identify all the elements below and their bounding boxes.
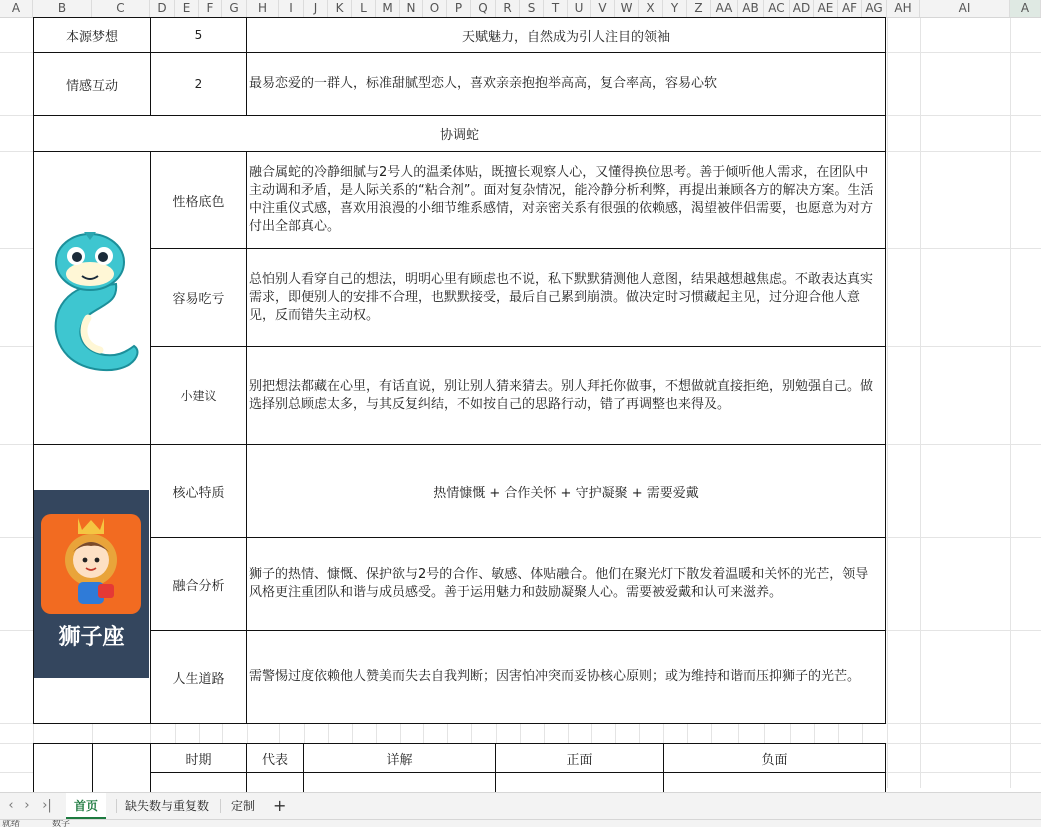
fusion-text: 狮子的热情、慷慨、保护欲与2号的合作、敏感、体贴融合。他们在聚光灯下散发着温暖和关怀的光芒，领导风格更注重团队和谐与成员感受。善于运用魅力和鼓励凝聚人心。需要被爱戴和认可来滋养。 <box>249 567 869 600</box>
leo-image <box>34 490 149 678</box>
cell-weakness-label[interactable] <box>150 248 247 347</box>
column-header-bar <box>0 0 1041 18</box>
cell-header-period[interactable] <box>150 743 247 773</box>
emotion-desc: 最易恋爱的一群人，标准甜腻型恋人，喜欢亲亲抱抱举高高，复合率高，容易心软 <box>249 76 718 91</box>
column-header-af[interactable]: AF <box>838 0 862 17</box>
column-header-d[interactable]: D <box>150 0 175 17</box>
column-header-s[interactable]: S <box>520 0 544 17</box>
column-header-o[interactable]: O <box>423 0 447 17</box>
cell-emotion-score[interactable] <box>150 52 247 116</box>
cell-dream-label[interactable] <box>33 17 151 53</box>
cell-weakness-text[interactable] <box>246 248 886 347</box>
cell-advice-label[interactable] <box>150 346 247 445</box>
cell-fusion-label[interactable] <box>150 537 247 631</box>
column-header-j[interactable]: J <box>304 0 328 17</box>
column-header-g[interactable]: G <box>222 0 247 17</box>
cell-header-negative[interactable] <box>663 743 886 773</box>
cell-core-label[interactable] <box>150 444 247 538</box>
cell-section-title[interactable] <box>33 115 886 152</box>
column-header-e[interactable]: E <box>175 0 199 17</box>
grid-column-line <box>920 18 921 788</box>
column-header-l[interactable]: L <box>352 0 376 17</box>
cell-path-text[interactable] <box>246 630 886 724</box>
weakness-label: 容易吃亏 <box>172 292 225 307</box>
cell-dream-desc[interactable] <box>246 17 886 53</box>
section-title: 协调蛇 <box>439 128 479 143</box>
tab-separator <box>220 799 221 813</box>
column-header-ag[interactable]: AG <box>862 0 887 17</box>
column-header-k[interactable]: K <box>328 0 352 17</box>
cell-header-detail[interactable] <box>303 743 496 773</box>
cell-core-text[interactable] <box>246 444 886 538</box>
status-ready: 就绪 <box>2 819 21 827</box>
column-header-q[interactable]: Q <box>471 0 496 17</box>
cell-dream-score[interactable] <box>150 17 247 53</box>
dream-label: 本源梦想 <box>65 29 118 45</box>
weakness-text: 总怕别人看穿自己的想法，明明心里有顾虑也不说，私下默默猜测他人意图，结果越想越焦虑。不敢表达真实需求，即便别人的安排不合理，也默默接受，最后自己累到崩溃。做决定时习惯藏起主见，过分迎合他人意见，反而错失主动权。 <box>249 271 874 323</box>
grid-column-line <box>887 18 888 788</box>
fusion-label: 融合分析 <box>172 578 225 594</box>
column-header-ae[interactable]: AE <box>814 0 838 17</box>
personality-label: 性格底色 <box>172 194 225 210</box>
sheet-tab-bar <box>0 792 1041 819</box>
column-header-ab[interactable]: AB <box>738 0 764 17</box>
column-header-ah[interactable]: AH <box>887 0 920 17</box>
tab-custom[interactable]: 定制 <box>231 799 256 813</box>
column-header-m[interactable]: M <box>376 0 400 17</box>
column-header-a[interactable]: A <box>0 0 33 17</box>
column-header-z[interactable]: Z <box>687 0 711 17</box>
column-header-ac[interactable]: AC <box>764 0 790 17</box>
tab-home[interactable]: 首页 <box>66 793 106 819</box>
column-header-r[interactable]: R <box>496 0 520 17</box>
grid-column-line <box>1010 18 1011 788</box>
core-text: 热情慷慨 + 合作关怀 + 守护凝聚 + 需要爱戴 <box>433 485 699 501</box>
path-label: 人生道路 <box>172 671 225 687</box>
advice-label: 小建议 <box>180 389 217 403</box>
column-header-aa[interactable]: AA <box>711 0 738 17</box>
column-header-w[interactable]: W <box>615 0 639 17</box>
personality-text: 融合属蛇的冷静细腻与2号人的温柔体贴，既擅长观察人心，又懂得换位思考。善于倾听他人需求，在团队中主动调和矛盾，是人际关系的“粘合剂”。面对复杂情况，能冷静分析利弊，再提出兼顾各方的解决方案。生活中注重仪式感，喜欢用浪漫的小细节维系感情，对亲密关系有很强的依赖感，渴望被伴侣需要，也愿意为对方付出全部真心。 <box>249 165 874 234</box>
cell-personality-label[interactable] <box>150 151 247 249</box>
dream-desc: 天赋魅力，自然成为引人注目的领袖 <box>461 29 670 45</box>
tab-nav-prev[interactable]: ‹ <box>8 798 14 813</box>
header-representative: 代表 <box>261 752 288 768</box>
core-label: 核心特质 <box>172 485 225 501</box>
column-header-c[interactable]: C <box>92 0 150 17</box>
cell-path-label[interactable] <box>150 630 247 724</box>
column-header-y[interactable]: Y <box>663 0 687 17</box>
advice-text: 别把想法都藏在心里，有话直说，别让别人猜来猜去。别人拜托你做事，不想做就直接拒绝，别勉强自己。做选择别总顾虑太多，与其反复纠结，不如按自己的思路行动，错了再调整也来得及。 <box>249 378 874 412</box>
column-header-v[interactable]: V <box>591 0 615 17</box>
column-header-t[interactable]: T <box>544 0 568 17</box>
add-sheet-button[interactable]: + <box>273 796 287 815</box>
header-detail: 详解 <box>386 752 413 768</box>
column-header-n[interactable]: N <box>400 0 423 17</box>
cell-advice-text[interactable] <box>246 346 886 445</box>
cell-header-representative[interactable] <box>246 743 304 773</box>
tab-nav-next[interactable]: › <box>24 798 30 813</box>
status-number: 数字 <box>52 819 71 827</box>
header-period: 时期 <box>185 752 212 768</box>
leo-caption: 狮子座 <box>58 625 125 650</box>
cell-emotion-label[interactable] <box>33 52 151 116</box>
cell-fusion-text[interactable] <box>246 537 886 631</box>
column-header-a[interactable]: A <box>1010 0 1041 17</box>
status-bar <box>0 819 1041 827</box>
header-negative: 负面 <box>761 752 788 768</box>
column-header-b[interactable]: B <box>33 0 92 17</box>
header-positive: 正面 <box>566 752 593 768</box>
column-header-ad[interactable]: AD <box>790 0 814 17</box>
path-text: 需警惕过度依赖他人赞美而失去自我判断；因害怕冲突而妥协核心原则；或为维持和谐而压抑狮子的光芒。 <box>249 669 861 684</box>
tab-missing-duplicate[interactable]: 缺失数与重复数 <box>125 799 210 813</box>
cell-personality-text[interactable] <box>246 151 886 249</box>
column-header-f[interactable]: F <box>199 0 222 17</box>
column-header-h[interactable]: H <box>247 0 279 17</box>
cell-emotion-desc[interactable] <box>246 52 886 116</box>
cell-header-positive[interactable] <box>495 743 664 773</box>
emotion-score: 2 <box>194 77 203 91</box>
snake-illustration <box>44 218 144 380</box>
dream-score: 5 <box>194 28 203 42</box>
column-header-u[interactable]: U <box>568 0 591 17</box>
column-header-p[interactable]: P <box>447 0 471 17</box>
emotion-label: 情感互动 <box>65 78 118 94</box>
column-header-ai[interactable]: AI <box>920 0 1010 17</box>
tab-nav-last[interactable]: ›| <box>42 798 52 813</box>
column-header-x[interactable]: X <box>639 0 663 17</box>
column-header-i[interactable]: I <box>279 0 304 17</box>
